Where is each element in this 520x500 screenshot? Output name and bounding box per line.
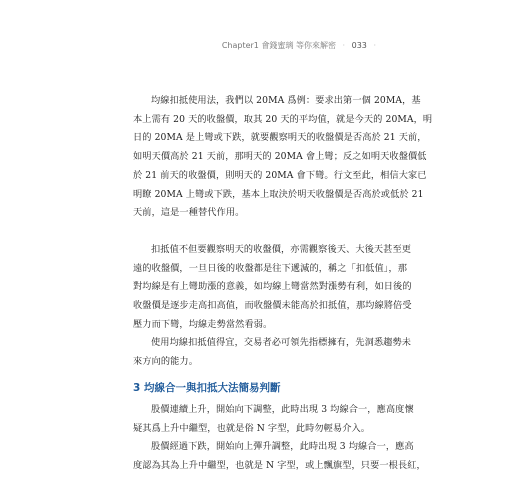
paragraph-uptrend — [133, 401, 414, 438]
paragraph-line: 日的 20MA 是上彎或下跌，就要觀察明天的收盤價是否高於 21 天前， — [133, 132, 427, 144]
paragraph-line: 股價經過下跌，開始向上彈升調整，此時出現 3 均線合一，應高 — [151, 441, 414, 453]
paragraph-line: 遠的收盤價，一旦日後的收盤都是往下遞減的，稱之「扣低值」，那 — [133, 262, 408, 274]
paragraph-line: 天前，這是一種替代作用。 — [133, 207, 245, 219]
paragraph-line: 對均線是有上彎助漲的意義，如均線上彎當然對漲勢有利，如日後的 — [133, 281, 412, 293]
paragraph-line: 如明天價高於 21 天前，那明天的 20MA 會上彎；反之如明天收盤價低 — [133, 151, 427, 163]
paragraph-line: 均線扣抵使用法，我們以 20MA 爲例：要求出第一個 20MA，基 — [151, 95, 421, 106]
page-body — [133, 92, 433, 476]
paragraph-ma-offset-method — [133, 92, 433, 223]
paragraph-line: 來方向的能力。 — [133, 356, 199, 368]
header-separator: · — [342, 41, 346, 50]
paragraph-gap — [133, 223, 389, 241]
paragraph-line: 扣抵值不但要觀察明天的收盤價，亦需觀察後天、大後天甚至更 — [151, 243, 412, 255]
paragraph-offset-value — [133, 241, 412, 335]
section-heading: 3 均線合一與扣抵大法簡易判斷 — [133, 381, 281, 394]
paragraph-line: 股價連續上升，開始向下調整，此時出現 3 均線合一，應高度懷 — [151, 403, 414, 415]
page-header — [222, 40, 380, 51]
chapter-label: Chapter1 — [221, 41, 259, 50]
paragraph-line: 疑其爲上升中繼型，也就是俗 N 字型，此時勿輕易介入。 — [133, 422, 371, 434]
paragraph-line: 明瞭 20MA 上彎或下跌，基本上取決於明天收盤價是否高於或低於 21 — [133, 188, 424, 200]
chapter-title: 會錢蜜璃 等你來解密 — [261, 41, 336, 50]
paragraph-line: 使用均線扣抵值得宜，交易者必可領先指標擁有，先洞悉趨勢未 — [151, 337, 412, 349]
page-number: 033 — [351, 41, 367, 50]
paragraph-advantage — [133, 334, 412, 371]
paragraph-line: 度認為其為上升中繼型，也就是 N 字型，或上飄旗型，只要一根長紅， — [133, 459, 426, 471]
paragraph-line: 本上需有 20 天的收盤價，取其 20 天的平均值，就是今天的 20MA，明 — [133, 113, 433, 125]
header-separator-end: · — [373, 41, 376, 50]
paragraph-line: 於 21 前天的收盤價，則明天的 20MA 會下彎。行文至此，相信大家已 — [133, 169, 427, 181]
paragraph-line: 壓力而下彎，均線走勢當然看弱。 — [133, 318, 273, 330]
paragraph-line: 收盤價是逐步走高扣高值，而收盤價未能高於扣抵值，那均線將倍受 — [133, 300, 412, 312]
paragraph-downtrend — [133, 438, 426, 475]
